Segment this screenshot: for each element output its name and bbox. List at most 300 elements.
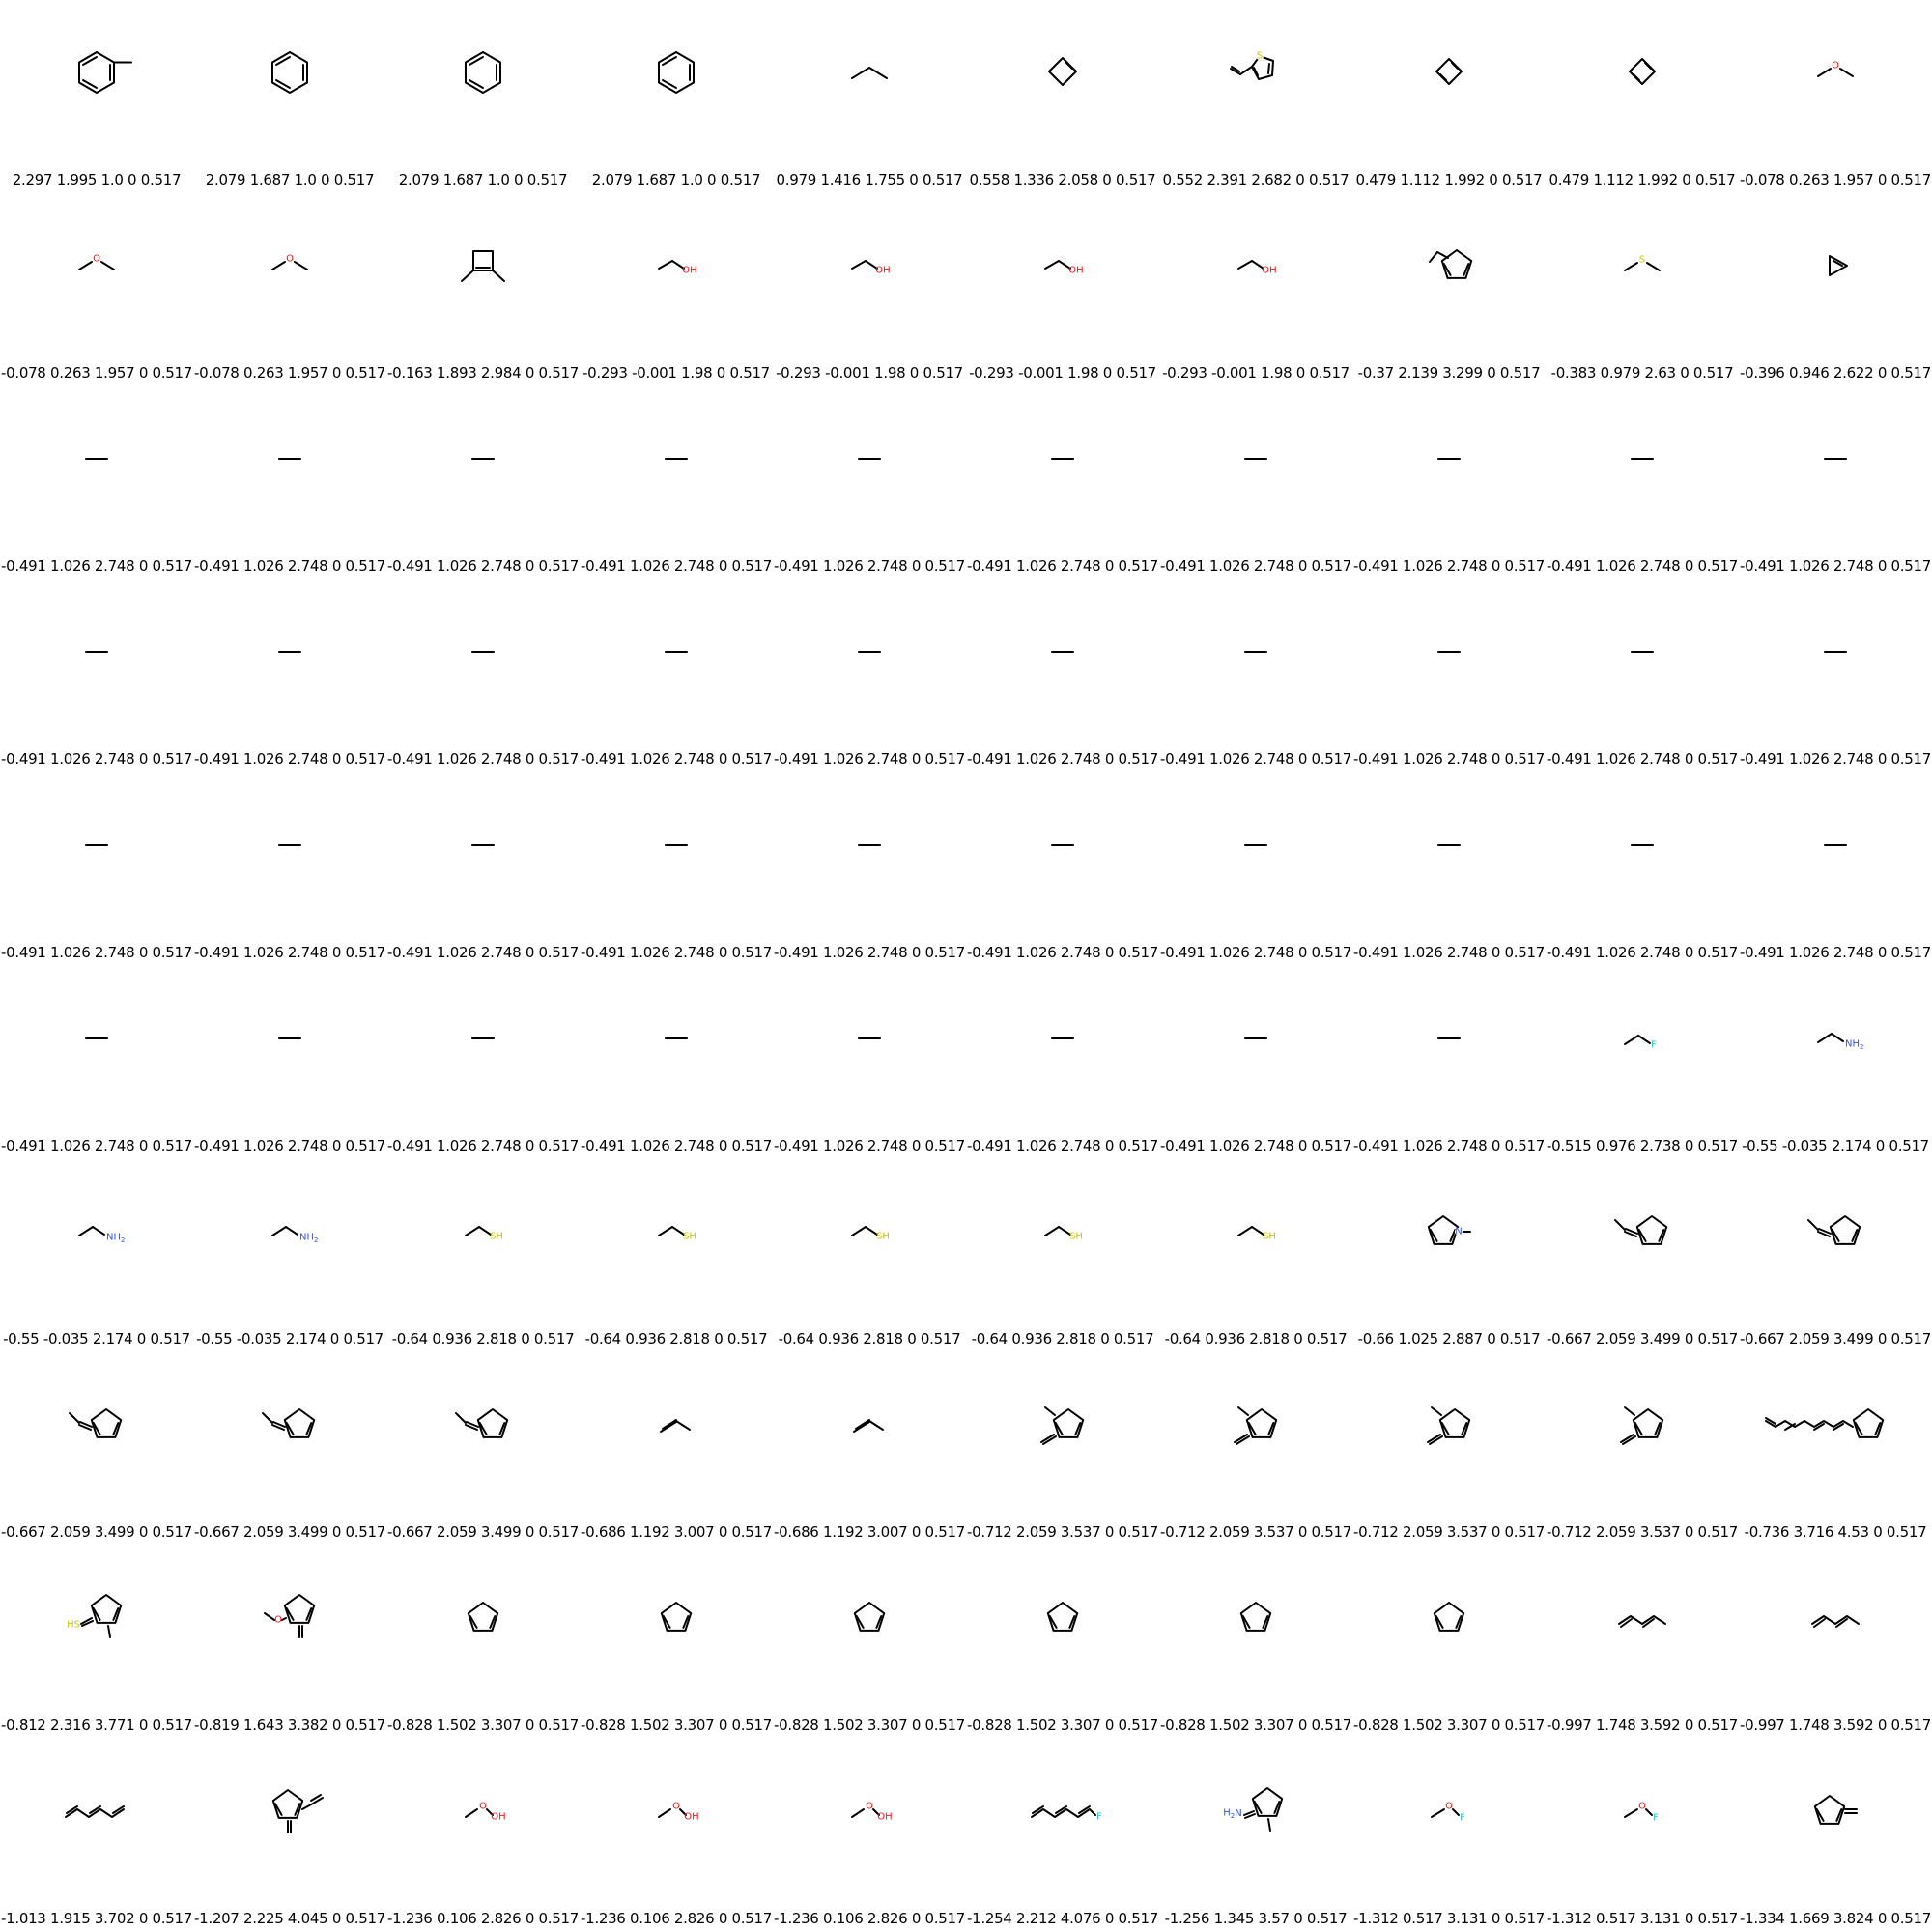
score-caption: -0.667 2.059 3.499 0 0.517 xyxy=(387,1523,579,1541)
structure-ethylidene-cyclopentadiene xyxy=(242,1377,338,1473)
structure-propene xyxy=(821,1377,918,1473)
molecule-cell xyxy=(1159,1159,1352,1352)
structure-vinylthiophene xyxy=(1208,24,1304,121)
molecule-cell xyxy=(1739,1159,1932,1352)
score-caption: -0.997 1.748 3.592 0 0.517 xyxy=(1740,1717,1931,1734)
score-caption: -0.491 1.026 2.748 0 0.517 xyxy=(387,751,579,768)
structure-ethanethiol xyxy=(628,1183,724,1280)
molecule-cell xyxy=(386,773,580,966)
molecule-cell xyxy=(193,1159,386,1352)
structure-ethane xyxy=(821,604,918,700)
atom-label: OH xyxy=(875,265,891,276)
structure-methyl-methylene-cyclopentadiene xyxy=(1594,1377,1690,1473)
score-caption: -0.55 -0.035 2.174 0 0.517 xyxy=(1742,1137,1929,1154)
atom-label: F xyxy=(1653,1812,1659,1824)
score-caption: -0.64 0.936 2.818 0 0.517 xyxy=(971,1330,1154,1348)
molecule-cell xyxy=(193,0,386,193)
structure-cyclopentadiene xyxy=(1208,1570,1304,1666)
structure-ethanol xyxy=(821,217,918,314)
molecule-cell xyxy=(0,1352,193,1546)
structure-ethane xyxy=(1014,797,1111,894)
molecule-cell xyxy=(1546,386,1739,580)
molecule-cell xyxy=(773,0,966,193)
score-caption: -0.491 1.026 2.748 0 0.517 xyxy=(581,751,772,768)
structure-ethane xyxy=(628,604,724,700)
score-caption: -0.491 1.026 2.748 0 0.517 xyxy=(967,557,1158,575)
structure-ethane xyxy=(48,990,145,1087)
score-caption: -0.491 1.026 2.748 0 0.517 xyxy=(967,751,1158,768)
structure-ethane xyxy=(1401,990,1497,1087)
molecule-cell xyxy=(966,580,1159,773)
structure-ethylamine xyxy=(48,1183,145,1280)
atom-label: SH xyxy=(876,1231,890,1242)
structure-methyl-methylene-cyclopentadiene xyxy=(1014,1377,1111,1473)
molecule-cell xyxy=(1352,580,1546,773)
structure-dimethylcyclobutene xyxy=(435,217,531,314)
score-caption: -0.491 1.026 2.748 0 0.517 xyxy=(1160,751,1351,768)
score-caption: -0.383 0.979 2.63 0 0.517 xyxy=(1550,364,1734,382)
molecule-cell xyxy=(1352,1352,1546,1546)
score-caption: -0.491 1.026 2.748 0 0.517 xyxy=(1353,944,1545,961)
score-caption: 0.552 2.391 2.682 0 0.517 xyxy=(1162,171,1350,188)
atom-label: F xyxy=(1460,1812,1465,1824)
molecule-cell xyxy=(386,1739,580,1932)
molecule-cell xyxy=(0,193,193,386)
structure-dimethyl-sulfide xyxy=(1594,217,1690,314)
structure-ethane xyxy=(1401,411,1497,507)
score-caption: -0.712 2.059 3.537 0 0.517 xyxy=(967,1523,1158,1541)
structure-ethane xyxy=(1401,604,1497,700)
score-caption: -0.078 0.263 1.957 0 0.517 xyxy=(1740,171,1931,188)
molecule-cell xyxy=(386,386,580,580)
molecule-cell xyxy=(580,1352,773,1546)
score-caption: -0.078 0.263 1.957 0 0.517 xyxy=(1,364,192,382)
molecule-cell xyxy=(580,193,773,386)
structure-fulvene xyxy=(1787,1763,1884,1860)
structure-ethane xyxy=(435,411,531,507)
molecule-cell xyxy=(580,773,773,966)
score-caption: -0.491 1.026 2.748 0 0.517 xyxy=(1740,944,1931,961)
score-caption: 0.479 1.112 1.992 0 0.517 xyxy=(1355,171,1543,188)
molecule-cell xyxy=(1739,0,1932,193)
score-caption: -0.491 1.026 2.748 0 0.517 xyxy=(387,944,579,961)
score-caption: 0.979 1.416 1.755 0 0.517 xyxy=(776,171,963,188)
molecule-cell xyxy=(1159,1739,1352,1932)
structure-fluoroethane xyxy=(1594,990,1690,1087)
molecule-cell xyxy=(0,1546,193,1739)
structure-ethane xyxy=(242,990,338,1087)
score-caption: -0.491 1.026 2.748 0 0.517 xyxy=(194,1137,385,1154)
molecule-cell xyxy=(0,966,193,1159)
score-caption: 2.297 1.995 1.0 0 0.517 xyxy=(12,171,182,188)
score-caption: -0.491 1.026 2.748 0 0.517 xyxy=(967,944,1158,961)
molecule-cell xyxy=(0,1159,193,1352)
score-caption: -1.236 0.106 2.826 0 0.517 xyxy=(581,1910,772,1927)
structure-ethane xyxy=(1594,797,1690,894)
structure-ethanethiol xyxy=(1014,1183,1111,1280)
score-caption: -0.712 2.059 3.537 0 0.517 xyxy=(1353,1523,1545,1541)
structure-ethylidene-cyclopentadiene xyxy=(1594,1183,1690,1280)
score-caption: -0.396 0.946 2.622 0 0.517 xyxy=(1740,364,1931,382)
score-caption: -0.64 0.936 2.818 0 0.517 xyxy=(584,1330,768,1348)
structure-methyl-hydroperoxide xyxy=(821,1763,918,1860)
score-caption: -0.686 1.192 3.007 0 0.517 xyxy=(774,1523,965,1541)
molecule-cell xyxy=(1352,1739,1546,1932)
structure-ethane xyxy=(1208,797,1304,894)
atom-label: O xyxy=(274,1614,282,1626)
molecule-cell xyxy=(1352,386,1546,580)
score-caption: 0.558 1.336 2.058 0 0.517 xyxy=(969,171,1156,188)
structure-ethanethiol xyxy=(1208,1183,1304,1280)
molecule-cell xyxy=(386,1352,580,1546)
molecule-cell xyxy=(966,1739,1159,1932)
structure-benzene xyxy=(435,24,531,121)
structure-dimethyl-ether xyxy=(48,217,145,314)
atom-label: OH xyxy=(1262,265,1277,276)
structure-ethylidene-cyclopentadiene xyxy=(1787,1183,1884,1280)
atom-label: SH xyxy=(1069,1231,1083,1242)
structure-ethane xyxy=(48,797,145,894)
structure-ethane xyxy=(1401,797,1497,894)
structure-ethanethiol xyxy=(435,1183,531,1280)
molecule-cell xyxy=(966,386,1159,580)
molecule-cell xyxy=(386,580,580,773)
score-caption: -0.293 -0.001 1.98 0 0.517 xyxy=(776,364,963,382)
score-caption: -0.491 1.026 2.748 0 0.517 xyxy=(774,1137,965,1154)
structure-methyl-hypofluorite xyxy=(1401,1763,1497,1860)
structure-thiomethylene-methylcyclopentadiene xyxy=(48,1570,145,1666)
molecule-cell xyxy=(773,773,966,966)
molecule-cell xyxy=(580,966,773,1159)
score-caption: -1.312 0.517 3.131 0 0.517 xyxy=(1353,1910,1545,1927)
atom-label: $NH_2$ xyxy=(1845,1038,1864,1051)
structure-ethylcyclopentadiene xyxy=(1401,217,1497,314)
score-caption: -0.491 1.026 2.748 0 0.517 xyxy=(1,1137,192,1154)
atom-label: O xyxy=(1832,60,1839,71)
score-caption: -0.812 2.316 3.771 0 0.517 xyxy=(1,1717,192,1734)
score-caption: -0.293 -0.001 1.98 0 0.517 xyxy=(969,364,1156,382)
score-caption: -0.491 1.026 2.748 0 0.517 xyxy=(1547,751,1738,768)
score-caption: -0.686 1.192 3.007 0 0.517 xyxy=(581,1523,772,1541)
molecule-cell xyxy=(1739,773,1932,966)
score-caption: -1.334 1.669 3.824 0 0.517 xyxy=(1740,1910,1931,1927)
score-caption: -1.312 0.517 3.131 0 0.517 xyxy=(1547,1910,1738,1927)
atom-label: N xyxy=(1455,1226,1463,1237)
score-caption: -0.667 2.059 3.499 0 0.517 xyxy=(1740,1330,1931,1348)
molecule-cell xyxy=(1546,966,1739,1159)
molecule-cell xyxy=(1159,386,1352,580)
structure-cyclopentadiene xyxy=(1014,1570,1111,1666)
molecule-cell xyxy=(1352,773,1546,966)
structure-ethane xyxy=(435,990,531,1087)
molecule-cell xyxy=(966,1352,1159,1546)
molecule-cell xyxy=(1159,773,1352,966)
structure-ethane xyxy=(1594,604,1690,700)
atom-label: S xyxy=(1256,50,1264,62)
structure-cyclopropene xyxy=(1787,217,1884,314)
structure-cyclobutene xyxy=(1014,24,1111,121)
molecule-cell xyxy=(193,773,386,966)
score-caption: -0.491 1.026 2.748 0 0.517 xyxy=(1353,557,1545,575)
score-caption: -0.491 1.026 2.748 0 0.517 xyxy=(194,944,385,961)
structure-ethane xyxy=(1787,604,1884,700)
molecule-cell xyxy=(1352,1546,1546,1739)
structure-dimethyl-ether xyxy=(242,217,338,314)
score-caption: -0.828 1.502 3.307 0 0.517 xyxy=(387,1717,579,1734)
structure-ethanethiol xyxy=(821,1183,918,1280)
molecule-cell xyxy=(1352,193,1546,386)
molecule-cell xyxy=(1159,966,1352,1159)
score-caption: -0.491 1.026 2.748 0 0.517 xyxy=(1353,1137,1545,1154)
molecule-cell xyxy=(0,773,193,966)
molecule-cell xyxy=(966,1159,1159,1352)
score-caption: -0.293 -0.001 1.98 0 0.517 xyxy=(582,364,770,382)
molecule-cell xyxy=(386,193,580,386)
atom-label: OH xyxy=(491,1811,506,1823)
structure-methyl-hydroperoxide xyxy=(435,1763,531,1860)
structure-cyclopentadiene xyxy=(435,1570,531,1666)
structure-methyl-hydroperoxide xyxy=(628,1763,724,1860)
molecule-cell xyxy=(773,386,966,580)
structure-methyl-methylene-cyclopentadiene xyxy=(1208,1377,1304,1473)
structure-cyclobutadiene xyxy=(1401,24,1497,121)
molecule-cell xyxy=(1352,966,1546,1159)
structure-fluoro-hexatriene xyxy=(1014,1763,1111,1860)
molecule-cell xyxy=(193,1546,386,1739)
score-caption: 2.079 1.687 1.0 0 0.517 xyxy=(398,171,568,188)
atom-label: S xyxy=(1638,254,1646,266)
structure-ethane xyxy=(242,411,338,507)
molecule-cell xyxy=(773,966,966,1159)
structure-ethane xyxy=(1787,411,1884,507)
structure-ethane xyxy=(48,411,145,507)
molecule-cell xyxy=(1546,1352,1739,1546)
molecule-cell xyxy=(1159,0,1352,193)
molecule-cell xyxy=(0,1739,193,1932)
molecule-cell xyxy=(580,0,773,193)
molecule-cell xyxy=(966,193,1159,386)
structure-cyclopentadiene xyxy=(1401,1570,1497,1666)
structure-vinyl-methylene-cyclopentadiene xyxy=(242,1763,338,1860)
molecule-cell xyxy=(1546,580,1739,773)
structure-pentadiene xyxy=(1594,1570,1690,1666)
structure-ethylamine xyxy=(1787,990,1884,1087)
score-caption: -0.491 1.026 2.748 0 0.517 xyxy=(967,1137,1158,1154)
molecule-cell xyxy=(580,386,773,580)
molecule-cell xyxy=(1546,0,1739,193)
molecule-cell xyxy=(1352,0,1546,193)
atom-label: OH xyxy=(684,1811,699,1823)
structure-propene xyxy=(628,1377,724,1473)
score-caption: -0.37 2.139 3.299 0 0.517 xyxy=(1357,364,1541,382)
atom-label: SH xyxy=(490,1231,503,1242)
score-caption: -0.828 1.502 3.307 0 0.517 xyxy=(1353,1717,1545,1734)
structure-hexatriene xyxy=(48,1763,145,1860)
score-caption: -0.491 1.026 2.748 0 0.517 xyxy=(1,751,192,768)
molecule-cell xyxy=(1159,193,1352,386)
structure-benzene xyxy=(628,24,724,121)
molecule-cell xyxy=(1546,193,1739,386)
score-caption: -1.254 2.212 4.076 0 0.517 xyxy=(967,1910,1158,1927)
score-caption: -0.491 1.026 2.748 0 0.517 xyxy=(1160,944,1351,961)
molecule-cell xyxy=(0,386,193,580)
score-caption: -1.013 1.915 3.702 0 0.517 xyxy=(1,1910,192,1927)
atom-label: O xyxy=(93,253,100,265)
score-caption: -0.55 -0.035 2.174 0 0.517 xyxy=(3,1330,190,1348)
atom-label: O xyxy=(479,1801,487,1812)
molecule-cell xyxy=(193,966,386,1159)
atom-label: O xyxy=(866,1801,873,1812)
score-caption: -0.491 1.026 2.748 0 0.517 xyxy=(1740,557,1931,575)
score-caption: -0.55 -0.035 2.174 0 0.517 xyxy=(196,1330,384,1348)
atom-label: SH xyxy=(1263,1231,1276,1242)
molecule-cell xyxy=(580,1546,773,1739)
atom-label: SH xyxy=(683,1231,696,1242)
molecule-cell xyxy=(580,580,773,773)
molecule-cell xyxy=(386,0,580,193)
molecule-cell xyxy=(1739,1352,1932,1546)
structure-toluene xyxy=(48,24,145,121)
molecule-cell xyxy=(1739,580,1932,773)
structure-methoxy-methylene-cyclopentadiene xyxy=(242,1570,338,1666)
structure-ethane xyxy=(242,797,338,894)
molecule-cell xyxy=(1739,1546,1932,1739)
atom-label: O xyxy=(672,1801,680,1812)
score-caption: -0.736 3.716 4.53 0 0.517 xyxy=(1744,1523,1927,1541)
score-caption: -0.491 1.026 2.748 0 0.517 xyxy=(1,557,192,575)
structure-ethane xyxy=(1594,411,1690,507)
score-caption: -0.667 2.059 3.499 0 0.517 xyxy=(194,1523,385,1541)
score-caption: -0.491 1.026 2.748 0 0.517 xyxy=(387,557,579,575)
structure-aminomethylene-methylcyclopentadiene xyxy=(1208,1763,1304,1860)
molecule-cell xyxy=(193,193,386,386)
score-caption: -0.712 2.059 3.537 0 0.517 xyxy=(1547,1523,1738,1541)
structure-ethane xyxy=(1208,411,1304,507)
score-caption: -0.819 1.643 3.382 0 0.517 xyxy=(194,1717,385,1734)
score-caption: 0.479 1.112 1.992 0 0.517 xyxy=(1548,171,1736,188)
score-caption: -0.078 0.263 1.957 0 0.517 xyxy=(194,364,385,382)
molecule-cell xyxy=(1546,1159,1739,1352)
structure-ethane xyxy=(1787,797,1884,894)
score-caption: -0.163 1.893 2.984 0 0.517 xyxy=(387,364,579,382)
molecule-cell xyxy=(773,1739,966,1932)
score-caption: -0.491 1.026 2.748 0 0.517 xyxy=(774,751,965,768)
atom-label: OH xyxy=(682,265,697,276)
score-caption: -0.64 0.936 2.818 0 0.517 xyxy=(1164,1330,1348,1348)
score-caption: -0.491 1.026 2.748 0 0.517 xyxy=(581,944,772,961)
molecule-cell xyxy=(193,1739,386,1932)
molecule-cell xyxy=(1352,1159,1546,1352)
structure-methyl-methylene-cyclopentadiene xyxy=(1401,1377,1497,1473)
score-caption: -1.256 1.345 3.57 0 0.517 xyxy=(1164,1910,1348,1927)
structure-pentadiene xyxy=(1787,1570,1884,1666)
score-caption: -0.64 0.936 2.818 0 0.517 xyxy=(391,1330,575,1348)
structure-ethane xyxy=(435,797,531,894)
atom-label: OH xyxy=(1068,265,1084,276)
structure-ethane xyxy=(628,990,724,1087)
structure-ethane xyxy=(1208,604,1304,700)
molecule-cell xyxy=(193,386,386,580)
structure-ethane xyxy=(435,604,531,700)
score-caption: 2.079 1.687 1.0 0 0.517 xyxy=(205,171,375,188)
structure-cyclopentadiene xyxy=(628,1570,724,1666)
score-caption: -0.491 1.026 2.748 0 0.517 xyxy=(774,557,965,575)
structure-ethanol xyxy=(1014,217,1111,314)
score-caption: -0.997 1.748 3.592 0 0.517 xyxy=(1547,1717,1738,1734)
molecule-cell xyxy=(1159,580,1352,773)
atom-label: F xyxy=(1651,1039,1657,1051)
molecule-cell xyxy=(193,580,386,773)
molecule-cell xyxy=(773,580,966,773)
molecule-cell xyxy=(386,966,580,1159)
structure-ethane xyxy=(1014,604,1111,700)
molecule-cell xyxy=(773,1546,966,1739)
score-caption: -0.491 1.026 2.748 0 0.517 xyxy=(1547,557,1738,575)
structure-ethane xyxy=(48,604,145,700)
score-caption: -0.491 1.026 2.748 0 0.517 xyxy=(1547,944,1738,961)
score-caption: -0.491 1.026 2.748 0 0.517 xyxy=(1,944,192,961)
atom-label: OH xyxy=(877,1811,893,1823)
score-caption: -0.491 1.026 2.748 0 0.517 xyxy=(1160,557,1351,575)
structure-ethane xyxy=(821,990,918,1087)
structure-ethane xyxy=(242,604,338,700)
structure-ethane xyxy=(821,797,918,894)
molecule-cell xyxy=(773,1159,966,1352)
structure-ethylidene-cyclopentadiene xyxy=(48,1377,145,1473)
molecule-cell xyxy=(1739,386,1932,580)
score-caption: -0.828 1.502 3.307 0 0.517 xyxy=(774,1717,965,1734)
atom-label: O xyxy=(1445,1801,1453,1812)
structure-ethane xyxy=(1014,990,1111,1087)
score-caption: -1.236 0.106 2.826 0 0.517 xyxy=(387,1910,579,1927)
molecule-cell xyxy=(386,1546,580,1739)
molecule-cell xyxy=(966,0,1159,193)
score-caption: -0.712 2.059 3.537 0 0.517 xyxy=(1160,1523,1351,1541)
structure-ethane xyxy=(628,797,724,894)
molecule-cell xyxy=(1159,1546,1352,1739)
structure-ethylamine xyxy=(242,1183,338,1280)
molecule-cell xyxy=(966,773,1159,966)
score-caption: -0.491 1.026 2.748 0 0.517 xyxy=(1740,751,1931,768)
score-caption: -0.66 1.025 2.887 0 0.517 xyxy=(1357,1330,1541,1348)
score-caption: -0.293 -0.001 1.98 0 0.517 xyxy=(1162,364,1350,382)
structure-ethane xyxy=(1208,990,1304,1087)
atom-label: $H_2N$ xyxy=(1223,1807,1242,1820)
score-caption: -0.515 0.976 2.738 0 0.517 xyxy=(1547,1137,1738,1154)
molecule-cell xyxy=(193,1352,386,1546)
molecule-cell xyxy=(1739,1739,1932,1932)
structure-propane xyxy=(821,24,918,121)
structure-benzene xyxy=(242,24,338,121)
molecule-cell xyxy=(773,1352,966,1546)
molecule-cell xyxy=(1739,193,1932,386)
structure-ethanol xyxy=(628,217,724,314)
molecule-cell xyxy=(966,966,1159,1159)
structure-cyclopentadiene xyxy=(821,1570,918,1666)
structure-ethane xyxy=(628,411,724,507)
score-caption: -0.491 1.026 2.748 0 0.517 xyxy=(1353,751,1545,768)
atom-label: $NH_2$ xyxy=(106,1232,126,1244)
score-caption: -0.491 1.026 2.748 0 0.517 xyxy=(581,1137,772,1154)
molecule-cell xyxy=(1546,1546,1739,1739)
score-caption: 2.079 1.687 1.0 0 0.517 xyxy=(591,171,761,188)
atom-label: HS xyxy=(67,1619,80,1631)
molecule-cell xyxy=(1739,966,1932,1159)
score-caption: -0.64 0.936 2.818 0 0.517 xyxy=(778,1330,961,1348)
score-caption: -0.491 1.026 2.748 0 0.517 xyxy=(1160,1137,1351,1154)
score-caption: -0.667 2.059 3.499 0 0.517 xyxy=(1547,1330,1738,1348)
structure-ethane xyxy=(1014,411,1111,507)
